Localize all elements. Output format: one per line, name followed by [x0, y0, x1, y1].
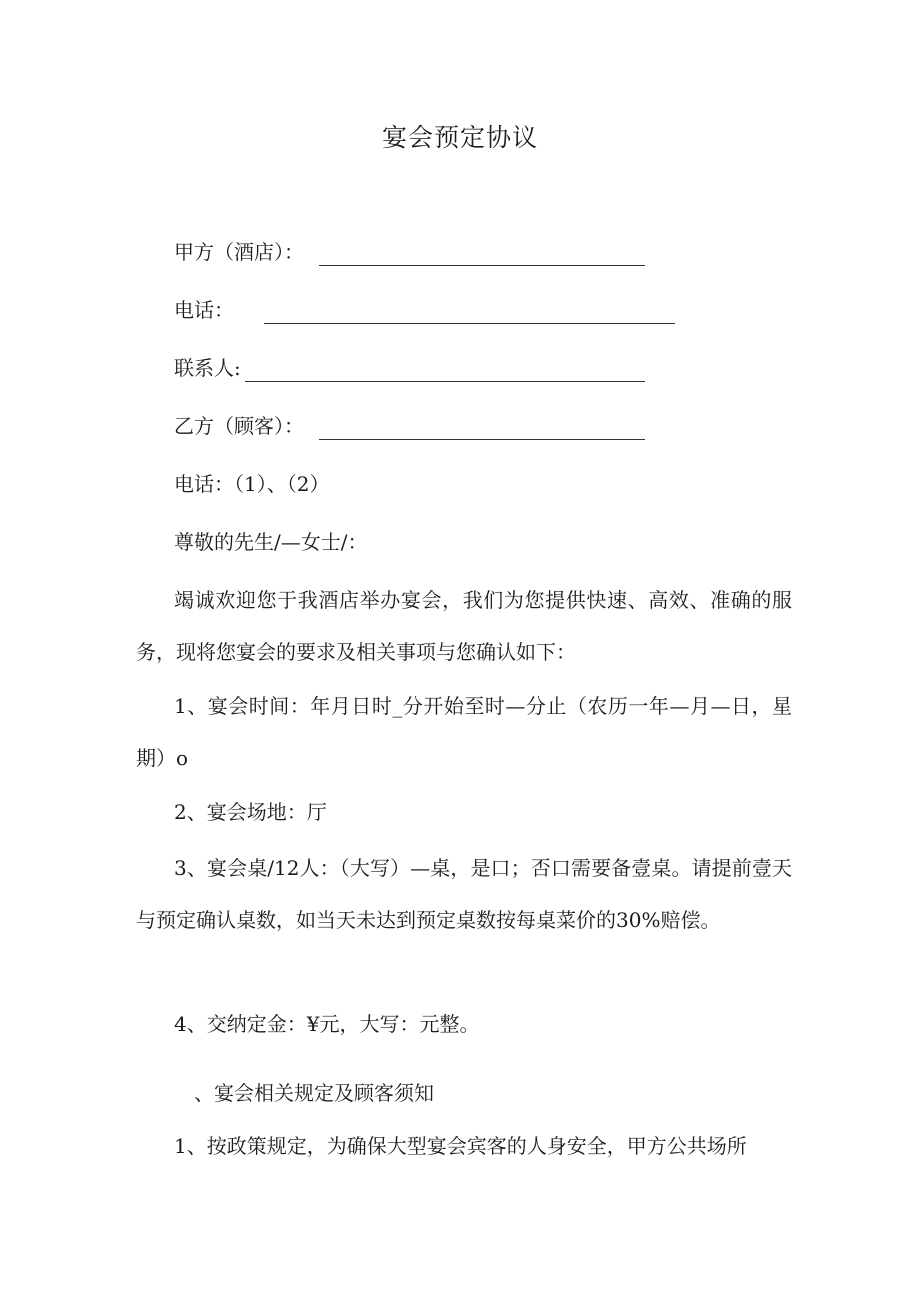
item-time: 1、宴会时间：年月日时_分开始至时—分止（农历一年—月—日，星期）o	[136, 694, 792, 770]
phone-b-line: 电话：（1）、（2）	[174, 472, 330, 496]
phone-a-field	[174, 296, 675, 324]
contact-field	[174, 354, 645, 382]
item-deposit: 4、交纳定金：¥元，大写：元整。	[174, 1012, 480, 1036]
party-a-field	[174, 238, 645, 266]
item-tables: 3、宴会桌/12人：（大写）—桌，是口；否口需要备壹桌。请提前壹天与预定确认桌数，如当天未达到预定桌数按每桌菜价的30%赔偿。	[136, 856, 792, 932]
party-b-field	[174, 412, 645, 440]
party-a-label: 甲方（酒店）：	[174, 240, 304, 264]
party-b-blank-line	[319, 421, 645, 440]
item-venue: 2、宴会场地：厅	[174, 800, 327, 824]
page-title: 宴会预定协议	[381, 123, 538, 152]
phone-a-label: 电话：	[174, 298, 234, 322]
phone-a-blank-line	[264, 305, 675, 324]
contact-label: 联系人:	[174, 356, 241, 380]
intro-paragraph: 竭诚欢迎您于我酒店举办宴会，我们为您提供快速、高效、准确的服务，现将您宴会的要求及相关事项与您确认如下：	[136, 588, 792, 664]
contact-blank-line	[245, 363, 645, 382]
section-heading: 、宴会相关规定及顾客须知	[194, 1081, 434, 1105]
party-a-blank-line	[319, 247, 645, 266]
rule-1: 1、按政策规定，为确保大型宴会宾客的人身安全，甲方公共场所	[174, 1134, 747, 1158]
party-b-label: 乙方（顾客）：	[174, 414, 304, 438]
greeting: 尊敬的先生/—女士/：	[174, 530, 368, 554]
